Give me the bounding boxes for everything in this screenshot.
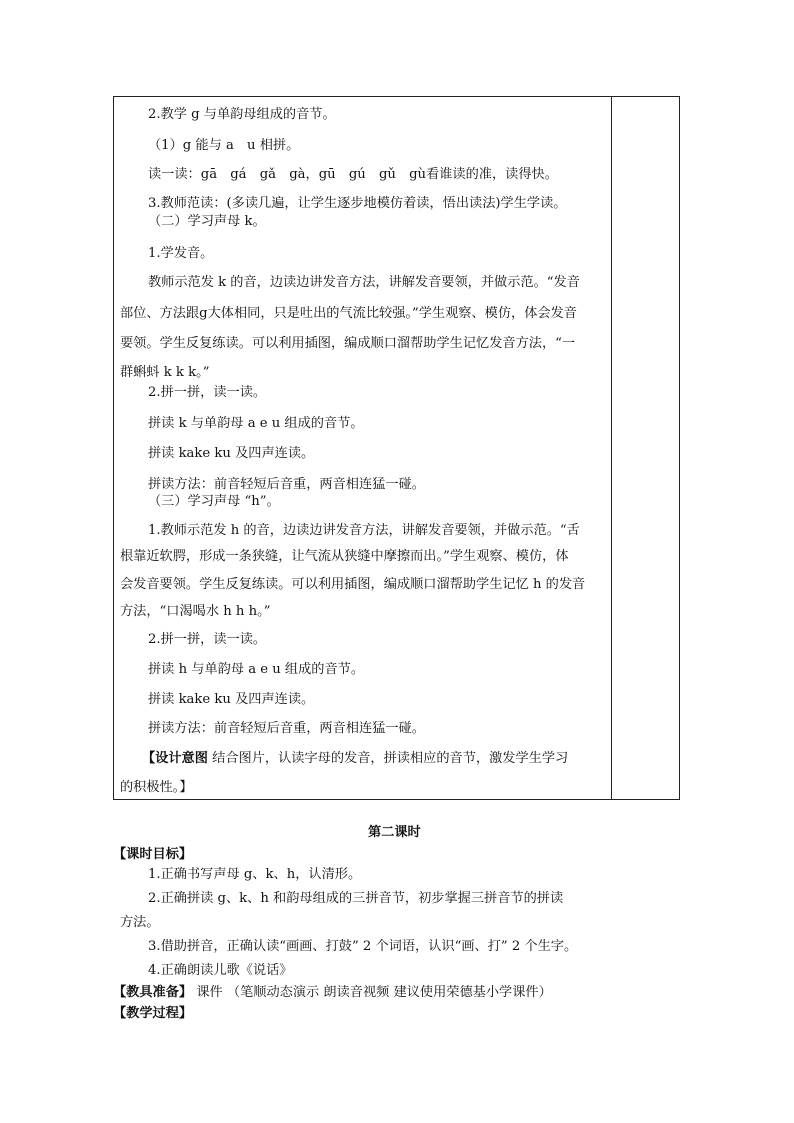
prep-text: 课件 （笔顺动态演示 朗读音视频 建议使用荣德基小学课件）	[192, 985, 552, 1000]
cell-line: 教师示范发 k 的音，边读边讲发音方法，讲解发音要领，并做示范。“发音	[148, 275, 580, 290]
design-intent-tail: 的积极性。】	[120, 780, 193, 795]
cell-line: 根靠近软腭，形成一条狭缝，让气流从狭缝中摩擦而出。”学生观察、模仿，体	[120, 549, 569, 564]
cell-line: 1.学发音。	[148, 246, 214, 261]
cell-line: 群蝌蚪 k k k。”	[120, 365, 210, 380]
design-intent-label: 【设计意图	[142, 751, 208, 766]
cell-line: 3.教师范读：(多读几遍，让学生逐步地模仿着读，悟出读法)学生学读。	[148, 196, 567, 211]
cell-line: 部位、方法跟g大体相同，只是吐出的气流比较强。”学生观察、模仿，体会发音	[120, 306, 577, 321]
cell-line: 拼读方法：前音轻短后音重，两音相连猛一碰。	[148, 721, 425, 736]
cell-line: 2.拼一拼，读一读。	[148, 385, 267, 400]
goal-item: 3.借助拼音，正确认读“画画、打鼓” 2 个词语，认识“画、打” 2 个生字。	[148, 939, 578, 954]
cell-line: 拼读 kake ku 及四声连读。	[148, 692, 315, 707]
cell-line: 方法，“口渴喝水 h h h。”	[120, 604, 271, 619]
cell-line: 1.教师示范发 h 的音，边读边讲发音方法，讲解发音要领，并做示范。“舌	[148, 523, 580, 538]
process-header: 【教学过程】	[113, 1006, 193, 1021]
prep-label: 【教具准备】	[113, 985, 193, 1000]
goal-item: 4.正确朗读儿歌《说话》	[148, 963, 293, 978]
cell-line: 拼读方法：前音轻短后音重，两音相连猛一碰。	[148, 477, 425, 492]
cell-line: （1）g 能与 a u 相拼。	[148, 138, 300, 153]
cell-line: 2.拼一拼，读一读。	[148, 632, 267, 647]
cell-line: 拼读 kake ku 及四声连读。	[148, 446, 315, 461]
cell-line: 要领。学生反复练读。可以利用插图，编成顺口溜帮助学生记忆发音方法，“一	[120, 336, 576, 351]
prep-line	[113, 985, 552, 1001]
cell-line: 拼读 k 与单韵母 a e u 组成的音节。	[148, 416, 364, 431]
cell-line: 会发音要领。学生反复练读。可以利用插图，编成顺口溜帮助学生记忆 h 的发音	[120, 577, 586, 592]
design-intent-line	[142, 751, 568, 767]
goal-item: 方法。	[120, 915, 160, 930]
design-intent-text: 结合图片，认读字母的发音，拼读相应的音节，激发学生学习	[207, 751, 569, 766]
cell-line: （二）学习声母 k。	[148, 214, 266, 229]
goal-item: 2.正确拼读 g、k、h 和韵母组成的三拼音节，初步掌握三拼音节的拼读	[148, 891, 564, 906]
cell-line: 2.教学 g 与单韵母组成的音节。	[148, 107, 336, 122]
cell-line: 拼读 h 与单韵母 a e u 组成的音节。	[148, 662, 365, 677]
table-column-divider	[611, 97, 612, 799]
goal-item: 1.正确书写声母 g、k、h，认清形。	[148, 867, 362, 882]
cell-line: （三）学习声母 “h”。	[148, 494, 280, 509]
cell-line: 读一读：gā gá gǎ gà，gū gú gǔ gù看谁读的准，读得快。	[148, 167, 558, 182]
section-title: 第二课时	[368, 825, 421, 840]
goal-header: 【课时目标】	[113, 847, 193, 862]
